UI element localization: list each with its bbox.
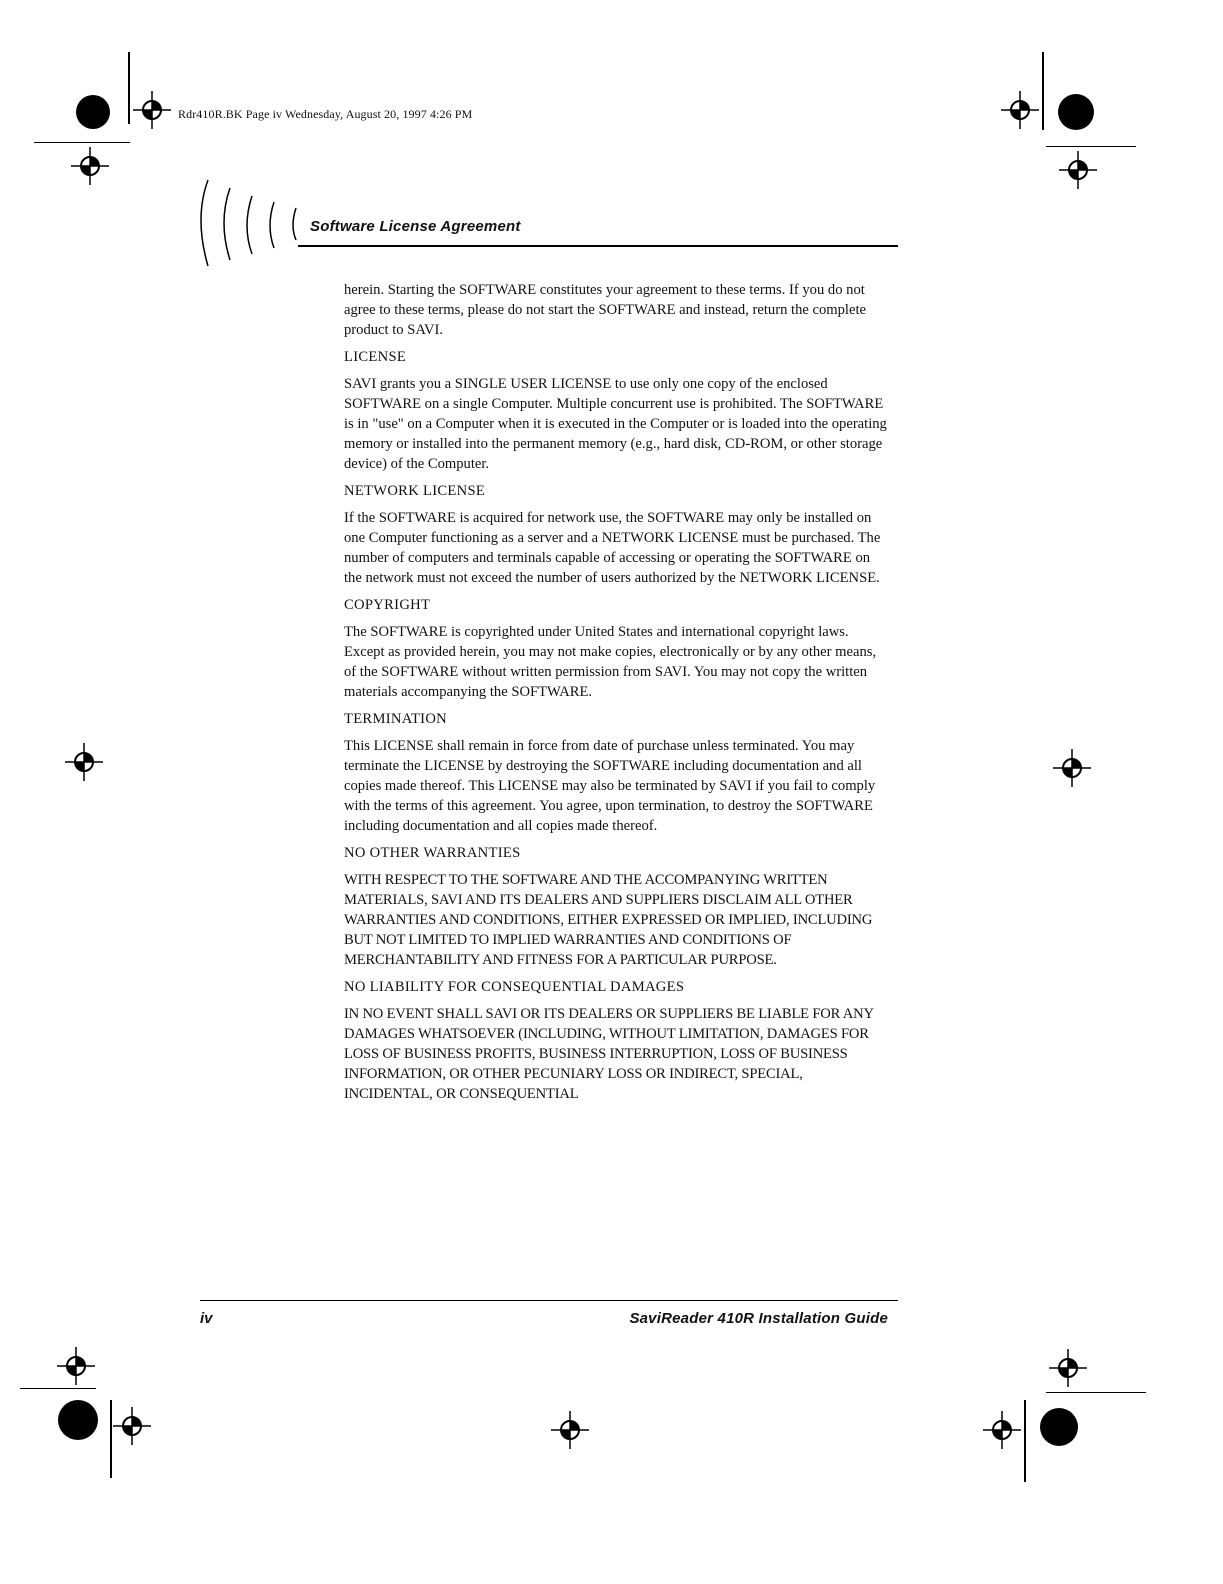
license-agreement-body xyxy=(344,280,890,1111)
registration-target-icon xyxy=(132,90,172,130)
section-text-network-license: If the SOFTWARE is acquired for network use, the SOFTWARE may only be installed on one Computer functioning as a server and a NETWORK LICENSE must be purchased. The number of computers and terminals capable of accessing or operating the SOFTWARE on the network must not exceed the number of users authorized by the NETWORK LICENSE. xyxy=(344,510,881,586)
footer-guide-title: SaviReader 410R Installation Guide xyxy=(629,1310,888,1327)
section-heading-no-liability: NO LIABILITY FOR CONSEQUENTIAL DAMAGES xyxy=(344,979,685,995)
registration-dot-icon xyxy=(1058,94,1094,130)
section-heading-copyright: COPYRIGHT xyxy=(344,597,431,613)
crop-mark-line xyxy=(1046,146,1136,147)
running-header-title: Software License Agreement xyxy=(310,218,521,235)
header-arcs-ornament-icon xyxy=(196,178,306,268)
crop-mark-line xyxy=(34,142,130,143)
registration-target-icon xyxy=(1048,1348,1088,1388)
footer-rule xyxy=(200,1300,898,1301)
section-heading-no-other-warranties: NO OTHER WARRANTIES xyxy=(344,845,521,861)
crop-mark-line xyxy=(1024,1400,1026,1482)
printer-slug: Rdr410R.BK Page iv Wednesday, August 20, 1997 4:26 PM xyxy=(178,107,473,121)
registration-dot-icon xyxy=(58,1400,98,1440)
section-heading-network-license: NETWORK LICENSE xyxy=(344,483,486,499)
header-rule xyxy=(298,245,898,247)
section-text-license: SAVI grants you a SINGLE USER LICENSE to use only one copy of the enclosed SOFTWARE on a single Computer. Multiple concurrent use is prohibited. The SOFTWARE is in "use" on a Computer when it is executed in the Computer or is loaded into the operating memory or installed into the permanent memory (e.g., hard disk, CD-ROM, or other storage device) of the Computer. xyxy=(344,376,887,472)
registration-target-icon xyxy=(1000,90,1040,130)
intro-paragraph: herein. Starting the SOFTWARE constitutes your agreement to these terms. If you do not agree to these terms, please do not start the SOFTWARE and instead, return the complete product to SAVI. xyxy=(344,282,866,338)
section-text-termination: This LICENSE shall remain in force from date of purchase unless terminated. You may terminate the LICENSE by destroying the SOFTWARE including documentation and all copies made thereof. This LICENSE may also be terminated by SAVI if you fail to comply with the terms of this agreement. You agree, upon termination, to destroy the SOFTWARE including documentation and all copies made thereof. xyxy=(344,738,876,834)
registration-target-icon xyxy=(550,1410,590,1450)
crop-mark-line xyxy=(1046,1392,1146,1393)
registration-target-icon xyxy=(112,1406,152,1446)
registration-target-icon xyxy=(1058,150,1098,190)
registration-target-icon xyxy=(982,1410,1022,1450)
section-text-copyright: The SOFTWARE is copyrighted under United States and international copyright laws. Except as provided herein, you may not make copies, electronically or by any other means, of the SOFTWARE without written permission from SAVI. You may not copy the written materials accompanying the SOFTWARE. xyxy=(344,624,877,700)
section-heading-termination: TERMINATION xyxy=(344,711,448,727)
crop-mark-line xyxy=(1042,52,1044,130)
registration-dot-icon xyxy=(76,95,110,129)
registration-target-icon xyxy=(1052,748,1092,788)
crop-mark-line xyxy=(128,52,130,124)
registration-dot-icon xyxy=(1040,1408,1078,1446)
section-text-no-liability: IN NO EVENT SHALL SAVI OR ITS DEALERS OR SUPPLIERS BE LIABLE FOR ANY DAMAGES WHATSOEVER (INCLUDING, WITHOUT LIMITATION, DAMAGES FOR LOSS OF BUSINESS PROFITS, BUSINESS INTERRUPTION, LOSS OF BUSINESS INFORMATION, OR OTHER PECUNIARY LOSS OR INDIRECT, SPECIAL, INCIDENTAL, OR CONSEQUENTIAL xyxy=(344,1006,874,1102)
registration-target-icon xyxy=(70,146,110,186)
section-heading-license: LICENSE xyxy=(344,349,407,365)
registration-target-icon xyxy=(56,1346,96,1386)
crop-mark-line xyxy=(20,1388,96,1389)
section-text-no-other-warranties: WITH RESPECT TO THE SOFTWARE AND THE ACCOMPANYING WRITTEN MATERIALS, SAVI AND ITS DEALERS AND SUPPLIERS DISCLAIM ALL OTHER WARRANTIES AND CONDITIONS, EITHER EXPRESSED OR IMPLIED, INCLUDING BUT NOT LIMITED TO IMPLIED WARRANTIES AND CONDITIONS OF MERCHANTABILITY AND FITNESS FOR A PARTICULAR PURPOSE. xyxy=(344,872,873,968)
registration-target-icon xyxy=(64,742,104,782)
footer-page-number: iv xyxy=(200,1310,213,1327)
